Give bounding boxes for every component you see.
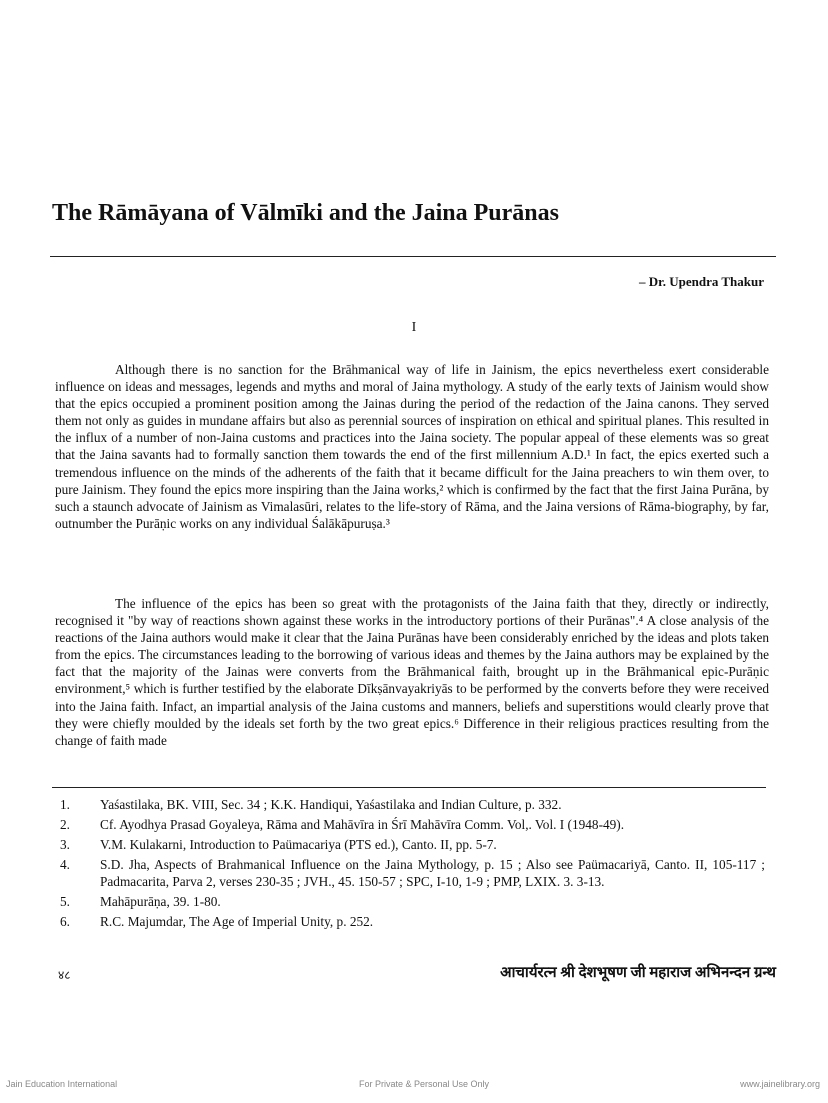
footnote-text: Mahāpurāṇa, 39. 1-80.	[100, 894, 221, 910]
footnote-number: 6.	[60, 914, 70, 930]
footnote-list	[60, 796, 765, 933]
footnote-item	[60, 913, 765, 930]
footnote-item	[60, 836, 765, 853]
article-title: The Rāmāyana of Vālmīki and the Jaina Purānas	[52, 200, 559, 226]
section-number: I	[411, 320, 417, 335]
footnote-text: S.D. Jha, Aspects of Brahmanical Influence on the Jaina Mythology, p. 15 ; Also see Paümacariyā, Canto. II, 105-117 ; Padmacarita, Parva 2, verses 230-35 ; JVH., 45. 150-57 ; SPC, I-10, 1-9 ; PMP, LXIX. 3. 3-13.	[100, 857, 765, 890]
footnote-number: 3.	[60, 837, 70, 852]
footnote-item	[60, 816, 765, 833]
footer-publisher: Jain Education International	[6, 1079, 118, 1089]
body-paragraph-1: Although there is no sanction for the Brāhmanical way of life in Jainism, the epics nevertheless exert considerable influence on ideas and messages, legends and myths and moral of Jaina mythology. A study of the early texts of Jainism would show that the epics occupied a prominent position among the Jainas during the period of the redaction of the Jaina canons. They served them not only as guides in mundane affairs but also as perennial sources of inspiration on ethical and spiritual planes. This resulted in the influx of a number of non-Jaina customs and practices into the Jaina society. The popular appeal of these elements was so great that the Jaina savants had to formally sanction them towards the end of the first millennium A.D.¹ In fact, the epics exerted such a tremendous influence on the minds of the adherents of the faith that it became difficult for the Jaina preachers to win them over, to pure Jainism. They found the epics more inspiring than the Jaina works,² which is confirmed by the fact that the first Jaina Purāna, by such a staunch advocate of Jainism as Vimalasūri, relates to the life-story of Rāma, and the Jaina versions of Rāma-biography, by far, outnumber the Purāṇic works on any individual Śalākāpuruṣa.³	[55, 362, 769, 531]
footnote-number: 4.	[60, 857, 70, 872]
footnote-number: 5.	[60, 894, 70, 910]
body-paragraph-2: The influence of the epics has been so great with the protagonists of the Jaina faith that they, directly or indirectly, recognised it "by way of reactions shown against these works in the introductory portions of their Purānas".⁴ A close analysis of the reactions of the Jaina authors would make it clear that the Jaina Purānas have been considerably enriched by the ideas and plots taken from the epics. The circumstances leading to the borrowing of various ideas and themes by the Jaina authors may be explained by the fact that the majority of the Jainas were converts from the Brāhmanical faith, brought up in the Brāhmanical epic-Purāṇic environment,⁵ which is further testified by the elaborate Dīkṣānvayakriyās to be performed by the converts before they were received into the Jaina faith. Infact, an impartial analysis of the Jaina customs and manners, beliefs and superstitions would clearly prove that they were chiefly moulded by the ideals set forth by the two great epics.⁶ Difference in their religious practices resulting from the change of faith made	[55, 596, 769, 748]
footnote-item	[60, 893, 765, 910]
library-footer-bar	[0, 1076, 828, 1094]
footnote-text: Cf. Ayodhya Prasad Goyaleya, Rāma and Mahāvīra in Śrī Mahāvīra Comm. Vol,. Vol. I (1948-49).	[100, 817, 625, 832]
footnote-item	[60, 856, 765, 891]
footnote-rule	[52, 787, 766, 788]
footnote-number: 1.	[60, 797, 70, 812]
footnote-number: 2.	[60, 817, 70, 832]
footnote-item	[60, 796, 765, 813]
footer-website-link[interactable]: www.jainelibrary.org	[740, 1079, 820, 1089]
footer-usage-note: For Private & Personal Use Only	[359, 1079, 490, 1089]
running-footer: आचार्यरत्न श्री देशभूषण जी महाराज अभिनन्दन ग्रन्थ	[500, 965, 776, 981]
footnote-text: Yaśastilaka, BK. VIII, Sec. 34 ; K.K. Handiqui, Yaśastilaka and Indian Culture, p. 332.	[100, 797, 562, 812]
footnote-text: R.C. Majumdar, The Age of Imperial Unity, p. 252.	[100, 914, 374, 930]
title-rule	[50, 256, 776, 257]
page-number: ४८	[58, 968, 71, 982]
footnote-text: V.M. Kulakarni, Introduction to Paümacariya (PTS ed.), Canto. II, pp. 5-7.	[100, 837, 497, 852]
author-byline: – Dr. Upendra Thakur	[639, 274, 764, 289]
